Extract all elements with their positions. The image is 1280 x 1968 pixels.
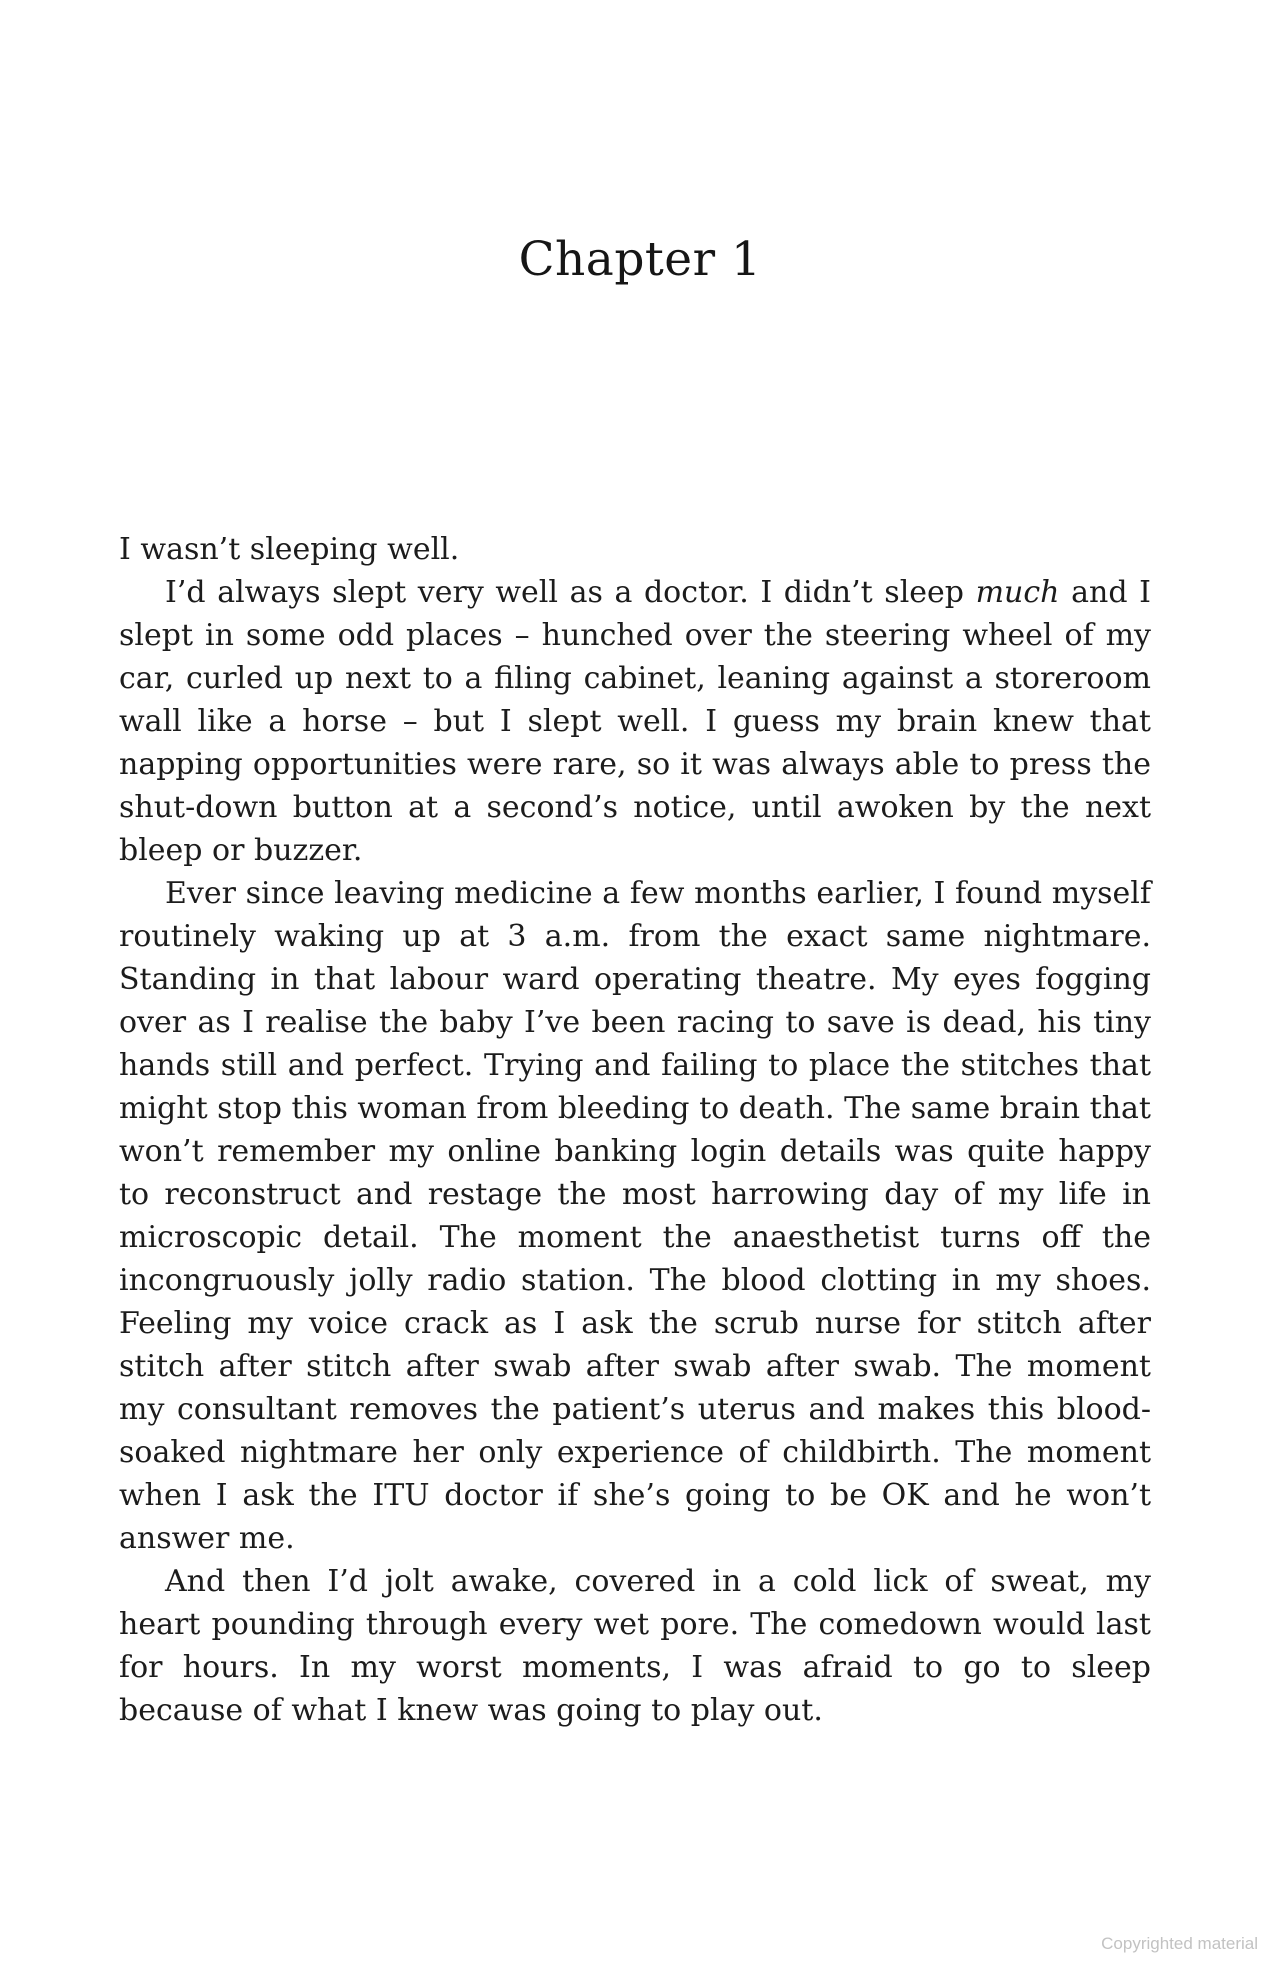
paragraph-text: and I slept in some odd places – hunched over the steering wheel of my car, curled up next to a filing cabinet, leaning against a storeroom wall like a horse – but I slept well. I guess my brain knew that napping opportunities were rare, so it was always able to press the shut-down button at a second’s notice, until awoken by the next bleep or buzzer.	[119, 575, 1151, 868]
paragraph-text: And then I’d jolt awake, covered in a cold lick of sweat, my heart pounding through every wet pore. The comedown would last for hours. In my worst moments, I was afraid to go to sleep because of what I knew was going to play out.	[119, 1564, 1151, 1728]
paragraph	[119, 1560, 1151, 1732]
paragraph	[119, 528, 1151, 571]
copyright-notice: Copyrighted material	[1101, 1934, 1258, 1953]
paragraph	[119, 872, 1151, 1560]
paragraph-text: Ever since leaving medicine a few months earlier, I found myself routinely waking up at 3 a.m. from the exact same nightmare. Standing in that labour ward operating theatre. My eyes fogging over as I realise the baby I’ve been racing to save is dead, his tiny hands still and perfect. Trying and failing to place the stitches that might stop this woman from bleeding to death. The same brain that won’t remember my online banking login details was quite happy to reconstruct and restage the most harrowing day of my life in microscopic detail. The moment the anaesthetist turns off the incongruously jolly radio station. The blood clotting in my shoes. Feeling my voice crack as I ask the scrub nurse for stitch after stitch after stitch after swab after swab after swab. The moment my consultant removes the patient’s uterus and makes this blood-soaked nightmare her only experience of childbirth. The moment when I ask the ITU doctor if she’s going to be OK and he won’t answer me.	[119, 876, 1151, 1556]
paragraph	[119, 571, 1151, 872]
italic-text: much	[975, 575, 1060, 610]
body-text	[119, 528, 1151, 1732]
chapter-title: Chapter 1	[518, 232, 762, 287]
paragraph-text: I’d always slept very well as a doctor. I didn’t sleep	[165, 575, 976, 610]
paragraph-text: I wasn’t sleeping well.	[119, 532, 460, 567]
